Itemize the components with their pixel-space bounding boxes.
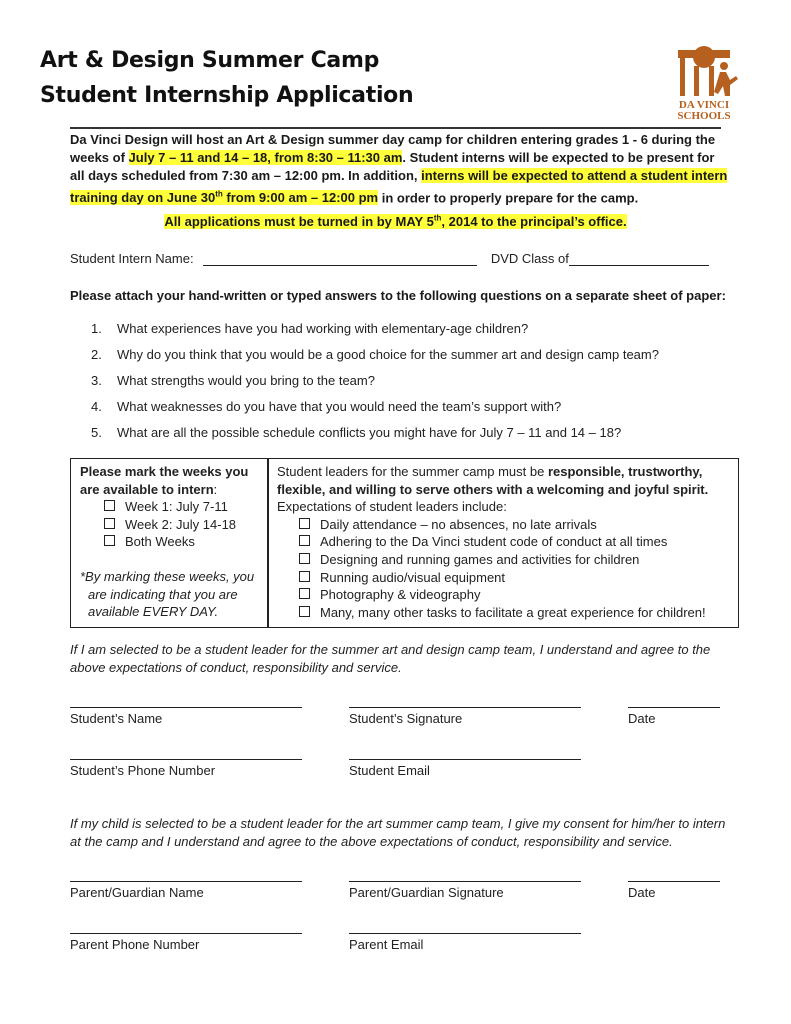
checkbox[interactable] — [299, 518, 310, 529]
student-signature-field[interactable] — [349, 707, 581, 708]
student-email-field[interactable] — [349, 759, 581, 760]
parent-name-label: Parent/Guardian Name — [70, 885, 204, 900]
form-subtitle: Student Internship Application — [40, 83, 414, 108]
parent-signature-field[interactable] — [349, 881, 581, 882]
parent-name-field[interactable] — [70, 881, 302, 882]
checkbox[interactable] — [104, 518, 115, 529]
expectation-item: Daily attendance – no absences, no late arrivals — [277, 516, 737, 534]
intern-name-field[interactable] — [203, 251, 477, 266]
parent-signature-label: Parent/Guardian Signature — [349, 885, 504, 900]
checkbox[interactable] — [299, 571, 310, 582]
expectations-label: Expectations of student leaders include: — [277, 499, 507, 515]
form-title: Art & Design Summer Camp — [40, 48, 380, 73]
checkbox[interactable] — [299, 588, 310, 599]
week-option[interactable]: Both Weeks — [80, 533, 260, 551]
question-item: 2. Why do you think that you would be a good choice for the summer art and design camp team? — [91, 347, 659, 362]
student-name-field[interactable] — [70, 707, 302, 708]
student-acknowledgement: If I am selected to be a student leader for the summer art and design camp team, I understand and agree to the above expectations of conduct, responsibility and service. — [70, 642, 711, 675]
availability-note: *By marking these weeks, you are indicating that you are available EVERY DAY. — [80, 568, 255, 620]
student-phone-label: Student’s Phone Number — [70, 763, 216, 778]
weeks-heading: Please mark the weeks you are available to intern: — [80, 464, 249, 497]
checkbox[interactable] — [299, 553, 310, 564]
parent-email-field[interactable] — [349, 933, 581, 934]
intern-name-label: Student Intern Name: — [70, 251, 194, 266]
checkbox[interactable] — [104, 535, 115, 546]
expectation-item: Designing and running games and activities for children — [277, 551, 737, 569]
student-phone-field[interactable] — [70, 759, 302, 760]
week-option[interactable]: Week 1: July 7-11 — [80, 498, 260, 516]
student-name-label: Student’s Name — [70, 711, 163, 726]
intern-info-row — [70, 251, 709, 266]
logo-text-line2: SCHOOLS — [677, 110, 731, 122]
student-date-field[interactable] — [628, 707, 720, 708]
question-item: 1. What experiences have you had working with elementary-age children? — [91, 321, 529, 336]
training-day-highlight: interns will be expected to attend a student intern training day on June 30th from 9:00 am – 12:00 pm — [70, 168, 728, 205]
deadline-notice: All applications must be turned in by MAY 5th, 2014 to the principal’s office. — [164, 214, 627, 230]
parent-acknowledgement: If my child is selected to be a student leader for the art summer camp team, I give my consent for him/her to intern at the camp and I understand and agree to the above expectations of conduct, responsibility and service. — [70, 816, 726, 849]
expectation-item: Running audio/visual equipment — [277, 569, 737, 587]
expectation-item: Adhering to the Da Vinci student code of conduct at all times — [277, 533, 737, 551]
box-divider — [267, 459, 269, 627]
camp-dates-highlight: July 7 – 11 and 14 – 18, from 8:30 – 11:30 am — [128, 150, 403, 166]
question-item: 4. What weaknesses do you have that you would need the team’s support with? — [91, 399, 562, 414]
expectation-item: Photography & videography — [277, 586, 737, 604]
header-divider — [70, 127, 721, 129]
checkbox[interactable] — [299, 606, 310, 617]
intro-paragraph — [70, 131, 730, 207]
parent-date-field[interactable] — [628, 881, 720, 882]
parent-phone-label: Parent Phone Number — [70, 937, 200, 952]
instructions: Please attach your hand-written or typed answers to the following questions on a separate sheet of paper: — [70, 288, 726, 303]
checkbox[interactable] — [299, 535, 310, 546]
intro-text: Da Vinci Design will host an Art & Design summer day camp for children entering grades 1 - 6 during the weeks of — [70, 132, 716, 166]
student-date-label: Date — [628, 711, 656, 726]
student-email-label: Student Email — [349, 763, 430, 778]
question-item: 5. What are all the possible schedule conflicts you might have for July 7 – 11 and 14 – 18? — [91, 425, 622, 440]
class-of-field[interactable] — [569, 251, 709, 266]
parent-phone-field[interactable] — [70, 933, 302, 934]
logo-text-line1: DA VINCI — [678, 99, 730, 111]
leaders-intro: Student leaders for the summer camp must be responsible, trustworthy, flexible, and willing to serve others with a welcoming and joyful spirit. — [277, 464, 709, 497]
question-item: 3. What strengths would you bring to the team? — [91, 373, 375, 388]
parent-date-label: Date — [628, 885, 656, 900]
expectations-column — [277, 463, 737, 621]
week-option[interactable]: Week 2: July 14-18 — [80, 516, 260, 534]
student-signature-label: Student’s Signature — [349, 711, 463, 726]
intro-text: . Student interns will be expected to be present for all days scheduled from 7:30 am – 12:00 pm. In addition, — [70, 150, 715, 184]
parent-email-label: Parent Email — [349, 937, 424, 952]
weeks-column — [80, 463, 260, 621]
expectation-item: Many, many other tasks to facilitate a great experience for children! — [277, 604, 737, 622]
class-of-label: DVD Class of — [490, 251, 569, 266]
intro-text: in order to properly prepare for the camp. — [378, 189, 639, 205]
checkbox[interactable] — [104, 500, 115, 511]
availability-box — [70, 458, 739, 628]
